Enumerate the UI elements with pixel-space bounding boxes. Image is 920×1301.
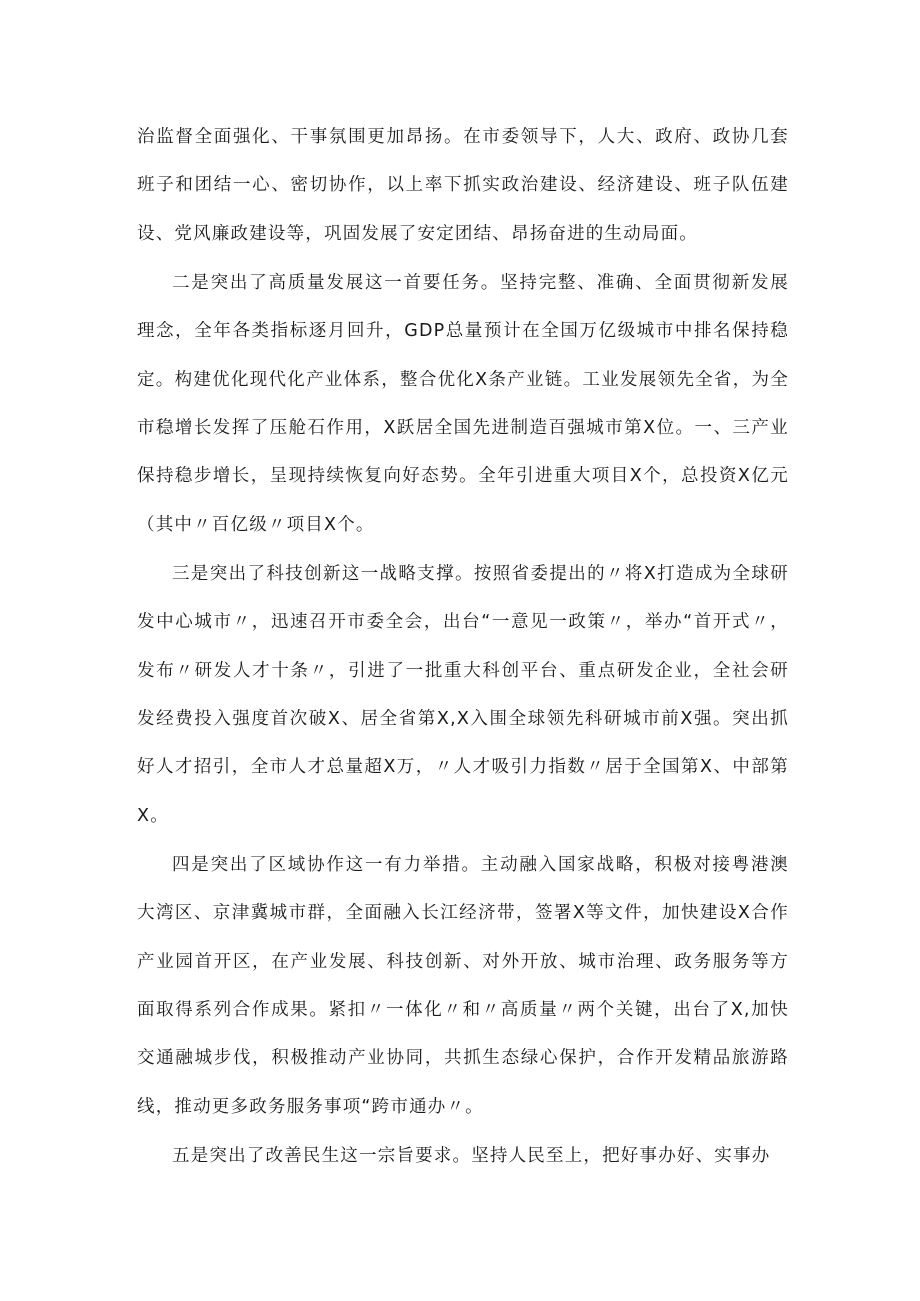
paragraph-tech-innovation: 三是突出了科技创新这一战略支撑。按照省委提出的〃将X打造成为全球研发中心城市〃，迅速召开市委全会，出台“一意见一政策〃，举办“首开式〃，发布〃研发人才十条〃，引进了一批重大科创平台、重点研发企业，全社会研发经费投入强度首次破X、居全省第X,X入围全球领先科研城市前X强。突出抓好人才招引，全市人才总量超X万，〃人才吸引力指数〃居于全国第X、中部第X。 (137, 564, 789, 826)
paragraph-livelihood: 五是突出了改善民生这一宗旨要求。坚持人民至上，把好事办好、实事办 (172, 1145, 771, 1166)
paragraph-continuation: 治监督全面强化、干事氛围更加昂扬。在市委领导下，人大、政府、政协几套班子和团结一心、密切协作，以上率下抓实政治建设、经济建设、班子队伍建设、党风廉政建设等，巩固发展了安定团结、昂扬奋进的生动局面。 (137, 127, 789, 244)
paragraph-regional-cooperation: 四是突出了区域协作这一有力举措。主动融入国家战略，积极对接粤港澳大湾区、京津冀城市群，全面融入长江经济带，签署X等文件，加快建设X合作产业园首开区，在产业发展、科技创新、对外开放、城市治理、政务服务等方面取得系列合作成果。紧扣〃一体化〃和〃高质量〃两个关键，出台了X,加快交通融城步伐，积极推动产业协同，共抓生态绿心保护，合作开发精品旅游路线，推动更多政务服务事项“跨市通办〃。 (137, 855, 789, 1117)
document-body (137, 113, 789, 1180)
paragraph-high-quality-development: 二是突出了高质量发展这一首要任务。坚持完整、准确、全面贯彻新发展理念，全年各类指标逐月回升，GDP总量预计在全国万亿级城市中排名保持稳定。构建优化现代化产业体系，整合优化X条产业链。工业发展领先全省，为全市稳增长发挥了压舱石作用，X跃居全国先进制造百强城市第X位。一、三产业保持稳步增长，呈现持续恢复向好态势。全年引进重大项目X个，总投资X亿元（其中〃百亿级〃项目X个。 (137, 273, 789, 535)
